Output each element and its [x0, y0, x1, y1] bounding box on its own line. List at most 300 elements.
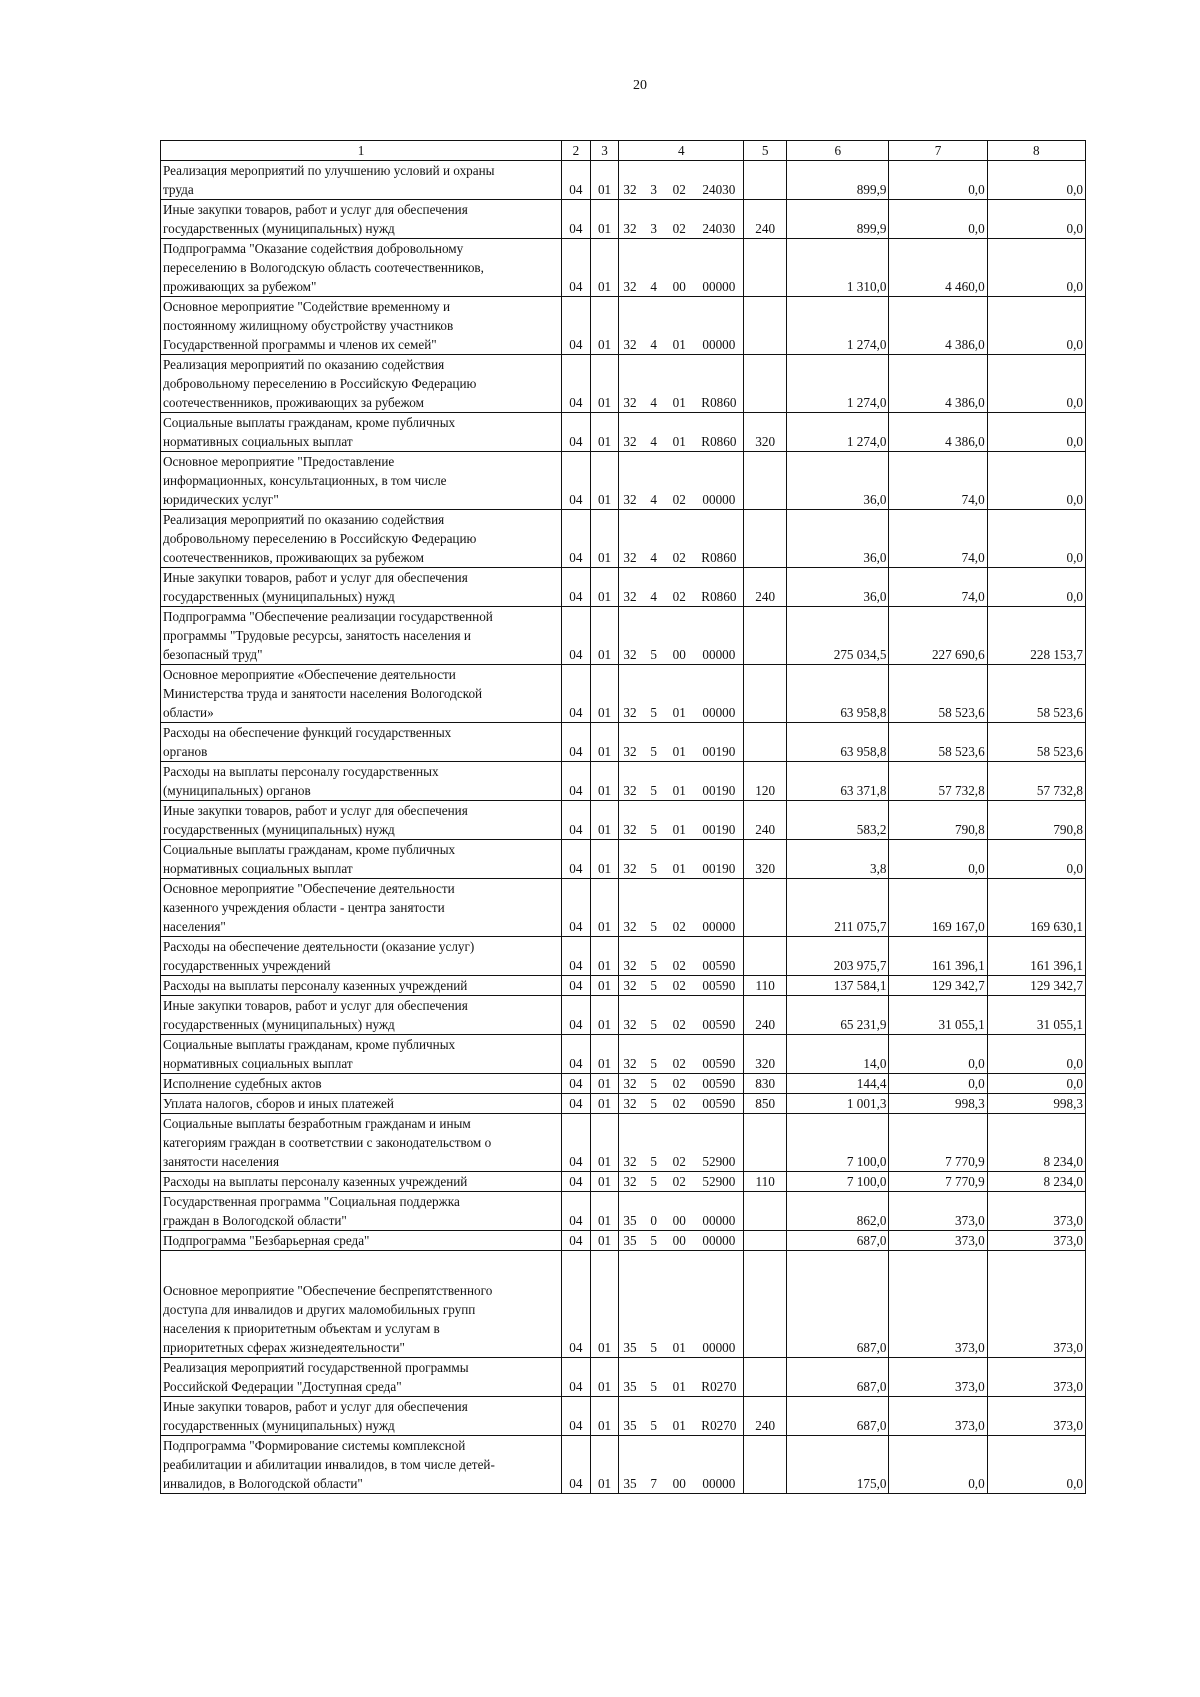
- code-activity: 01: [664, 1251, 695, 1358]
- code-program: 35: [619, 1251, 644, 1358]
- description-line: приоритетных сферах жизнедеятельности": [163, 1340, 405, 1355]
- amount-col-7: 74,0: [889, 452, 987, 510]
- description-line: граждан в Вологодской области": [163, 1213, 347, 1228]
- row-description: [161, 1094, 562, 1114]
- code-activity: 02: [664, 568, 695, 607]
- row-description: [161, 1251, 562, 1358]
- row-description: [161, 723, 562, 762]
- code-subsection: 01: [590, 1251, 619, 1358]
- code-direction: 00000: [695, 665, 744, 723]
- table-row: [161, 297, 1086, 355]
- description-line: соотечественников, проживающих за рубежом: [163, 395, 424, 410]
- code-expense-type: [744, 665, 787, 723]
- description-line: Социальные выплаты гражданам, кроме публичных: [163, 415, 456, 430]
- code-section: 04: [562, 1172, 591, 1192]
- amount-col-7: 0,0: [889, 200, 987, 239]
- amount-col-6: 63 371,8: [787, 762, 889, 801]
- description-line: Расходы на выплаты персоналу государственных: [163, 764, 439, 779]
- code-direction: 00000: [695, 452, 744, 510]
- code-program: 32: [619, 297, 644, 355]
- description-line: Подпрограмма "Безбарьерная среда": [163, 1233, 370, 1248]
- description-line: Иные закупки товаров, работ и услуг для обеспечения: [163, 998, 468, 1013]
- code-subsection: 01: [590, 1035, 619, 1074]
- amount-col-6: 36,0: [787, 452, 889, 510]
- row-description: [161, 1397, 562, 1436]
- code-section: 04: [562, 200, 591, 239]
- code-section: 04: [562, 1251, 591, 1358]
- table-row: [161, 665, 1086, 723]
- code-subsection: 01: [590, 297, 619, 355]
- row-description: [161, 1172, 562, 1192]
- table-row: [161, 840, 1086, 879]
- code-direction: R0860: [695, 568, 744, 607]
- row-description: [161, 510, 562, 568]
- description-line: юридических услуг": [163, 492, 279, 507]
- code-program: 32: [619, 200, 644, 239]
- code-program: 32: [619, 723, 644, 762]
- code-section: 04: [562, 1192, 591, 1231]
- code-section: 04: [562, 452, 591, 510]
- code-section: 04: [562, 801, 591, 840]
- amount-col-6: 1 001,3: [787, 1094, 889, 1114]
- code-direction: 00000: [695, 1436, 744, 1494]
- table-row: [161, 355, 1086, 413]
- code-expense-type: [744, 607, 787, 665]
- code-program: 32: [619, 1114, 644, 1172]
- code-expense-type: [744, 879, 787, 937]
- code-expense-type: [744, 297, 787, 355]
- code-program: 32: [619, 161, 644, 200]
- amount-col-7: 4 386,0: [889, 355, 987, 413]
- amount-col-8: 0,0: [987, 200, 1085, 239]
- code-direction: 00000: [695, 297, 744, 355]
- code-program: 32: [619, 1172, 644, 1192]
- table-row: [161, 239, 1086, 297]
- code-subprogram: 5: [643, 665, 663, 723]
- code-direction: R0270: [695, 1397, 744, 1436]
- code-expense-type: [744, 1251, 787, 1358]
- amount-col-6: 144,4: [787, 1074, 889, 1094]
- description-line: безопасный труд": [163, 647, 263, 662]
- amount-col-8: 228 153,7: [987, 607, 1085, 665]
- table-row: [161, 937, 1086, 976]
- row-description: [161, 355, 562, 413]
- code-section: 04: [562, 665, 591, 723]
- table-row: [161, 1251, 1086, 1358]
- table-row: [161, 1074, 1086, 1094]
- code-subsection: 01: [590, 879, 619, 937]
- code-subsection: 01: [590, 1074, 619, 1094]
- amount-col-8: 373,0: [987, 1251, 1085, 1358]
- code-expense-type: 240: [744, 200, 787, 239]
- code-activity: 01: [664, 665, 695, 723]
- description-line: категориям граждан в соответствии с законодательством о: [163, 1135, 492, 1150]
- amount-col-8: 0,0: [987, 452, 1085, 510]
- code-section: 04: [562, 723, 591, 762]
- code-subprogram: 4: [643, 413, 663, 452]
- description-line: программы "Трудовые ресурсы, занятость населения и: [163, 628, 471, 643]
- code-activity: 02: [664, 1074, 695, 1094]
- amount-col-7: 129 342,7: [889, 976, 987, 996]
- code-program: 32: [619, 1035, 644, 1074]
- code-activity: 01: [664, 801, 695, 840]
- table-row: [161, 879, 1086, 937]
- description-line: Уплата налогов, сборов и иных платежей: [163, 1096, 394, 1111]
- description-line: органов: [163, 744, 208, 759]
- row-description: [161, 607, 562, 665]
- code-direction: R0860: [695, 510, 744, 568]
- description-line: Расходы на выплаты персоналу казенных учреждений: [163, 978, 468, 993]
- code-expense-type: 120: [744, 762, 787, 801]
- page-number: 20: [633, 78, 647, 93]
- description-line: Основное мероприятие "Содействие временному и: [163, 299, 451, 314]
- code-subsection: 01: [590, 161, 619, 200]
- description-line: Основное мероприятие «Обеспечение деятельности: [163, 667, 456, 682]
- row-description: [161, 297, 562, 355]
- code-section: 04: [562, 1231, 591, 1251]
- code-subsection: 01: [590, 1231, 619, 1251]
- row-description: [161, 413, 562, 452]
- description-line: проживающих за рубежом": [163, 279, 317, 294]
- amount-col-8: 58 523,6: [987, 665, 1085, 723]
- description-line: Государственной программы и членов их семей": [163, 337, 437, 352]
- row-description: [161, 840, 562, 879]
- table-row: [161, 1192, 1086, 1231]
- amount-col-6: 175,0: [787, 1436, 889, 1494]
- code-activity: 02: [664, 1172, 695, 1192]
- description-line: Основное мероприятие "Обеспечение деятельности: [163, 881, 455, 896]
- code-section: 04: [562, 1114, 591, 1172]
- amount-col-7: 161 396,1: [889, 937, 987, 976]
- code-subprogram: 5: [643, 976, 663, 996]
- code-section: 04: [562, 510, 591, 568]
- amount-col-8: 0,0: [987, 297, 1085, 355]
- code-activity: 00: [664, 1192, 695, 1231]
- code-subsection: 01: [590, 1094, 619, 1114]
- code-program: 32: [619, 568, 644, 607]
- code-section: 04: [562, 937, 591, 976]
- code-expense-type: 110: [744, 976, 787, 996]
- description-line: государственных (муниципальных) нужд: [163, 221, 395, 236]
- code-activity: 01: [664, 355, 695, 413]
- code-activity: 00: [664, 239, 695, 297]
- table-row: [161, 161, 1086, 200]
- code-expense-type: 850: [744, 1094, 787, 1114]
- header-col-2: 2: [562, 141, 591, 161]
- code-program: 35: [619, 1436, 644, 1494]
- row-description: [161, 1114, 562, 1172]
- code-direction: 00000: [695, 607, 744, 665]
- row-description: [161, 665, 562, 723]
- amount-col-6: 137 584,1: [787, 976, 889, 996]
- row-description: [161, 996, 562, 1035]
- code-subsection: 01: [590, 1192, 619, 1231]
- amount-col-8: 58 523,6: [987, 723, 1085, 762]
- amount-col-8: 998,3: [987, 1094, 1085, 1114]
- amount-col-8: 129 342,7: [987, 976, 1085, 996]
- code-expense-type: [744, 161, 787, 200]
- description-line: Исполнение судебных актов: [163, 1076, 322, 1091]
- amount-col-7: 373,0: [889, 1358, 987, 1397]
- table-row: [161, 996, 1086, 1035]
- code-expense-type: 240: [744, 801, 787, 840]
- code-expense-type: 240: [744, 996, 787, 1035]
- amount-col-7: 4 386,0: [889, 297, 987, 355]
- code-direction: 00590: [695, 1074, 744, 1094]
- header-col-5: 5: [744, 141, 787, 161]
- amount-col-7: 0,0: [889, 1035, 987, 1074]
- table-row: [161, 1358, 1086, 1397]
- code-expense-type: [744, 723, 787, 762]
- code-activity: 02: [664, 1114, 695, 1172]
- description-line: доступа для инвалидов и других маломобильных групп: [163, 1302, 476, 1317]
- code-program: 32: [619, 879, 644, 937]
- amount-col-7: 373,0: [889, 1192, 987, 1231]
- code-direction: 24030: [695, 200, 744, 239]
- description-line: государственных (муниципальных) нужд: [163, 822, 395, 837]
- table-row: [161, 1172, 1086, 1192]
- row-description: [161, 801, 562, 840]
- description-line: Иные закупки товаров, работ и услуг для обеспечения: [163, 570, 468, 585]
- header-col-6: 6: [787, 141, 889, 161]
- amount-col-8: 0,0: [987, 568, 1085, 607]
- amount-col-8: 0,0: [987, 413, 1085, 452]
- amount-col-8: 0,0: [987, 1035, 1085, 1074]
- header-col-7: 7: [889, 141, 987, 161]
- description-line: государственных учреждений: [163, 958, 331, 973]
- amount-col-7: 58 523,6: [889, 665, 987, 723]
- code-program: 35: [619, 1397, 644, 1436]
- code-section: 04: [562, 879, 591, 937]
- code-direction: 00590: [695, 1094, 744, 1114]
- code-section: 04: [562, 1436, 591, 1494]
- description-line: нормативных социальных выплат: [163, 861, 353, 876]
- code-expense-type: [744, 1231, 787, 1251]
- amount-col-6: 211 075,7: [787, 879, 889, 937]
- description-line: Социальные выплаты гражданам, кроме публичных: [163, 1037, 456, 1052]
- code-direction: 52900: [695, 1172, 744, 1192]
- amount-col-7: 0,0: [889, 840, 987, 879]
- code-subprogram: 5: [643, 996, 663, 1035]
- code-subprogram: 7: [643, 1436, 663, 1494]
- row-description: [161, 452, 562, 510]
- code-direction: 52900: [695, 1114, 744, 1172]
- description-line: соотечественников, проживающих за рубежом: [163, 550, 424, 565]
- row-description: [161, 762, 562, 801]
- code-expense-type: [744, 239, 787, 297]
- code-subsection: 01: [590, 665, 619, 723]
- amount-col-6: 862,0: [787, 1192, 889, 1231]
- description-line: инвалидов, в Вологодской области": [163, 1476, 363, 1491]
- table-row: [161, 1114, 1086, 1172]
- row-description: [161, 1231, 562, 1251]
- description-line: государственных (муниципальных) нужд: [163, 1017, 395, 1032]
- description-line: нормативных социальных выплат: [163, 1056, 353, 1071]
- amount-col-8: 57 732,8: [987, 762, 1085, 801]
- row-description: [161, 1436, 562, 1494]
- code-section: 04: [562, 1035, 591, 1074]
- description-line: Расходы на выплаты персоналу казенных учреждений: [163, 1174, 468, 1189]
- code-subprogram: 0: [643, 1192, 663, 1231]
- code-section: 04: [562, 568, 591, 607]
- code-subsection: 01: [590, 723, 619, 762]
- code-section: 04: [562, 607, 591, 665]
- code-activity: 01: [664, 762, 695, 801]
- code-activity: 02: [664, 510, 695, 568]
- amount-col-6: 14,0: [787, 1035, 889, 1074]
- code-activity: 02: [664, 452, 695, 510]
- code-direction: 00000: [695, 879, 744, 937]
- amount-col-6: 7 100,0: [787, 1114, 889, 1172]
- code-subprogram: 5: [643, 1172, 663, 1192]
- amount-col-6: 63 958,8: [787, 665, 889, 723]
- amount-col-8: 0,0: [987, 355, 1085, 413]
- amount-col-6: 3,8: [787, 840, 889, 879]
- code-program: 32: [619, 665, 644, 723]
- code-direction: 00000: [695, 1251, 744, 1358]
- description-line: населения": [163, 919, 226, 934]
- code-expense-type: 320: [744, 840, 787, 879]
- amount-col-8: 373,0: [987, 1231, 1085, 1251]
- code-expense-type: 830: [744, 1074, 787, 1094]
- table-row: [161, 723, 1086, 762]
- code-expense-type: [744, 452, 787, 510]
- row-description: [161, 1358, 562, 1397]
- description-line: Расходы на обеспечение деятельности (оказание услуг): [163, 939, 475, 954]
- code-section: 04: [562, 1074, 591, 1094]
- code-section: 04: [562, 297, 591, 355]
- code-program: 32: [619, 976, 644, 996]
- description-line: Реализация мероприятий государственной программы: [163, 1360, 469, 1375]
- table-row: [161, 976, 1086, 996]
- amount-col-7: 227 690,6: [889, 607, 987, 665]
- row-description: [161, 568, 562, 607]
- code-expense-type: 110: [744, 1172, 787, 1192]
- amount-col-8: 0,0: [987, 510, 1085, 568]
- amount-col-6: 687,0: [787, 1358, 889, 1397]
- amount-col-7: 7 770,9: [889, 1172, 987, 1192]
- code-subprogram: 4: [643, 297, 663, 355]
- amount-col-6: 583,2: [787, 801, 889, 840]
- description-line: труда: [163, 182, 194, 197]
- code-section: 04: [562, 1358, 591, 1397]
- amount-col-8: 0,0: [987, 1074, 1085, 1094]
- code-subprogram: 4: [643, 355, 663, 413]
- amount-col-7: 4 386,0: [889, 413, 987, 452]
- code-program: 32: [619, 1074, 644, 1094]
- code-expense-type: 240: [744, 1397, 787, 1436]
- amount-col-8: 161 396,1: [987, 937, 1085, 976]
- code-subprogram: 5: [643, 1358, 663, 1397]
- description-line: Социальные выплаты гражданам, кроме публичных: [163, 842, 456, 857]
- description-line: Основное мероприятие "Предоставление: [163, 454, 395, 469]
- description-line: добровольному переселению в Российскую Федерацию: [163, 531, 477, 546]
- amount-col-6: 687,0: [787, 1397, 889, 1436]
- code-subsection: 01: [590, 200, 619, 239]
- code-subprogram: 5: [643, 1251, 663, 1358]
- description-line: государственных (муниципальных) нужд: [163, 1418, 395, 1433]
- code-subprogram: 4: [643, 452, 663, 510]
- code-activity: 02: [664, 976, 695, 996]
- code-expense-type: [744, 937, 787, 976]
- code-program: 35: [619, 1192, 644, 1231]
- code-subsection: 01: [590, 937, 619, 976]
- amount-col-7: 998,3: [889, 1094, 987, 1114]
- code-direction: R0860: [695, 355, 744, 413]
- description-line: Основное мероприятие "Обеспечение беспрепятственного: [163, 1283, 493, 1298]
- row-description: [161, 239, 562, 297]
- code-expense-type: [744, 1436, 787, 1494]
- table-row: [161, 413, 1086, 452]
- code-direction: 00590: [695, 976, 744, 996]
- description-line: Подпрограмма "Обеспечение реализации государственной: [163, 609, 493, 624]
- amount-col-6: 36,0: [787, 510, 889, 568]
- amount-col-7: 373,0: [889, 1231, 987, 1251]
- description-line: (муниципальных) органов: [163, 783, 311, 798]
- code-direction: 00000: [695, 1231, 744, 1251]
- code-subsection: 01: [590, 976, 619, 996]
- description-line: реабилитации и абилитации инвалидов, в том числе детей-: [163, 1457, 495, 1472]
- code-subprogram: 5: [643, 607, 663, 665]
- table-row: [161, 200, 1086, 239]
- code-program: 32: [619, 996, 644, 1035]
- code-activity: 01: [664, 297, 695, 355]
- header-col-1: 1: [161, 141, 562, 161]
- amount-col-6: 7 100,0: [787, 1172, 889, 1192]
- description-line: Иные закупки товаров, работ и услуг для обеспечения: [163, 202, 468, 217]
- description-line: Расходы на обеспечение функций государственных: [163, 725, 452, 740]
- description-line: Министерства труда и занятости населения Вологодской: [163, 686, 483, 701]
- code-subsection: 01: [590, 1358, 619, 1397]
- amount-col-6: 1 274,0: [787, 297, 889, 355]
- code-activity: 00: [664, 1436, 695, 1494]
- amount-col-7: 31 055,1: [889, 996, 987, 1035]
- description-line: области»: [163, 705, 214, 720]
- table-row: [161, 762, 1086, 801]
- code-activity: 01: [664, 723, 695, 762]
- header-col-3: 3: [590, 141, 619, 161]
- code-subsection: 01: [590, 510, 619, 568]
- code-direction: 00190: [695, 762, 744, 801]
- code-subprogram: 5: [643, 1397, 663, 1436]
- amount-col-6: 1 274,0: [787, 413, 889, 452]
- code-subprogram: 3: [643, 200, 663, 239]
- table-row: [161, 1397, 1086, 1436]
- code-subsection: 01: [590, 1114, 619, 1172]
- code-subprogram: 3: [643, 161, 663, 200]
- code-direction: 00590: [695, 996, 744, 1035]
- code-subsection: 01: [590, 1172, 619, 1192]
- code-activity: 02: [664, 1094, 695, 1114]
- code-direction: R0860: [695, 413, 744, 452]
- header-col-4: 4: [619, 141, 744, 161]
- code-expense-type: [744, 1192, 787, 1231]
- row-description: [161, 976, 562, 996]
- code-section: 04: [562, 161, 591, 200]
- amount-col-8: 8 234,0: [987, 1114, 1085, 1172]
- code-activity: 02: [664, 879, 695, 937]
- amount-col-6: 1 310,0: [787, 239, 889, 297]
- amount-col-7: 0,0: [889, 1436, 987, 1494]
- code-expense-type: 240: [744, 568, 787, 607]
- table-row: [161, 607, 1086, 665]
- code-section: 04: [562, 976, 591, 996]
- code-section: 04: [562, 355, 591, 413]
- description-line: информационных, консультационных, в том числе: [163, 473, 447, 488]
- code-expense-type: [744, 355, 787, 413]
- code-program: 32: [619, 355, 644, 413]
- code-program: 32: [619, 801, 644, 840]
